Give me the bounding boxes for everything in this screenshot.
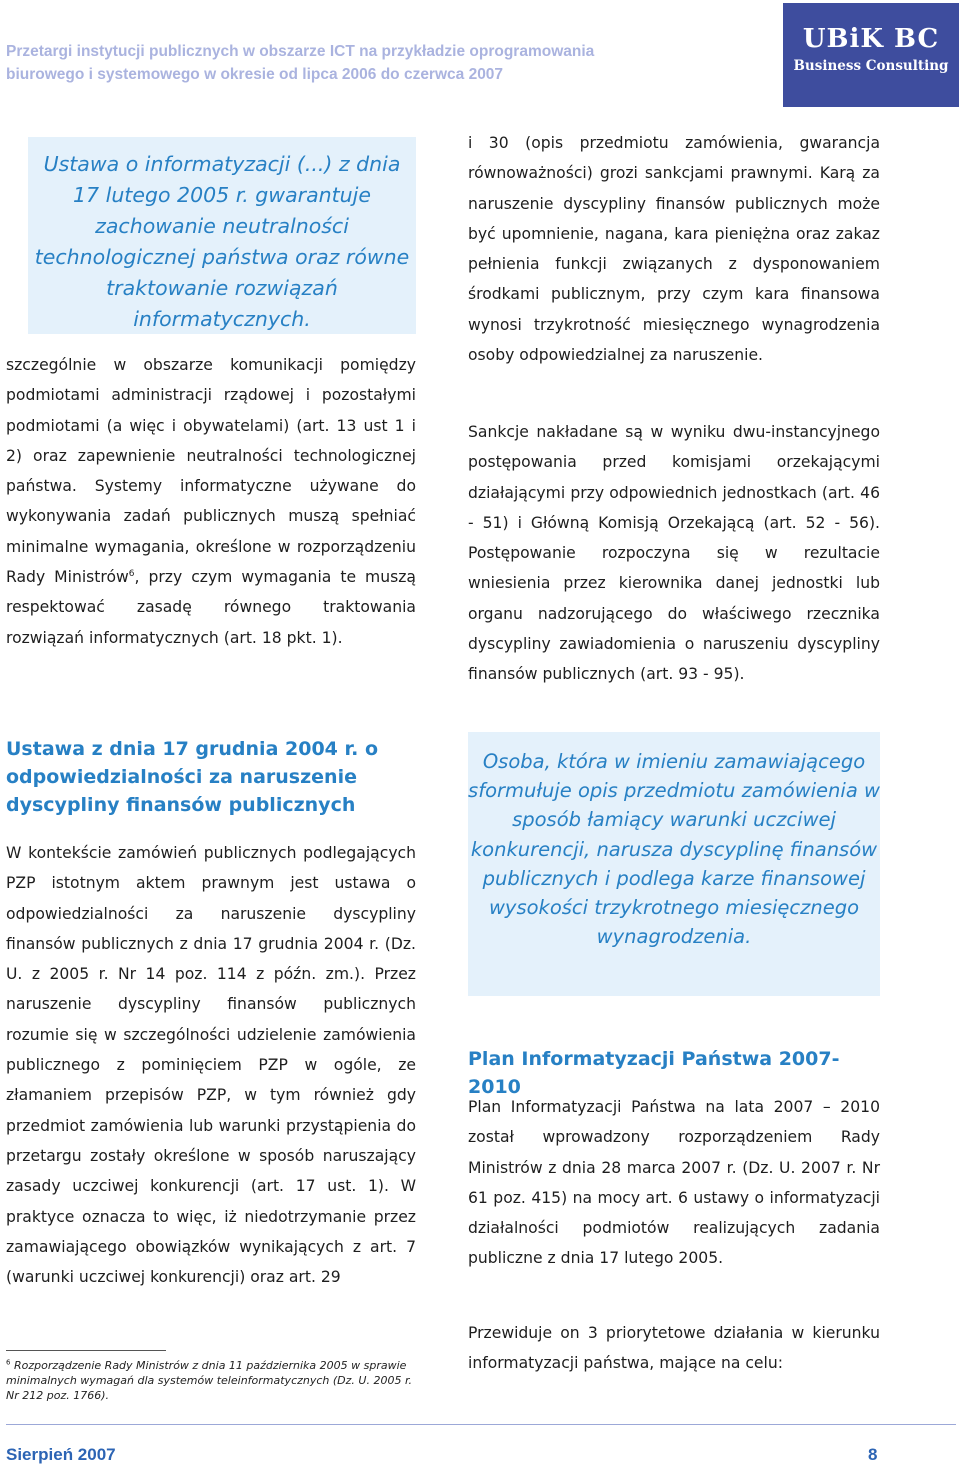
page-number: 8	[868, 1445, 878, 1464]
right-paragraph-procedure: Sankcje nakładane są w wyniku dwu-instancyjnego postępowania przed komisjami orzekającymi działającymi przy odpowiednich jednostkach (art. 46 - 51) i Główną Komisją Orzekającą (art. 52 - 56). Postępowanie rozpoczyna się w rezultacie wniesienia przez kierownika danej jednostki lub organu nadzorującego do właściwego rzecznika dyscypliny zawiadomienia o naruszeniu dyscypliny finansów publicznych (art. 93 - 95).	[468, 423, 880, 684]
document-header-title	[6, 40, 626, 86]
company-logo	[783, 3, 959, 107]
section-heading-plan: Plan Informatyzacji Państwa 2007-2010	[468, 1048, 840, 1098]
logo-name: UBiK BC	[802, 24, 940, 54]
header-title-line-2: biurowego i systemowego w okresie od lipca 2006 do czerwca 2007	[6, 66, 504, 83]
paragraph-text-continued: , przy czym wymagania te muszą respektować zasadę równego traktowania rozwiązań informatycznych (art. 18 pkt. 1).	[6, 568, 416, 647]
right-paragraph-priorities: Przewiduje on 3 priorytetowe działania w kierunku informatyzacji państwa, mające na celu:	[468, 1324, 880, 1373]
header-title-line-1: Przetargi instytucji publicznych w obszarze ICT na przykładzie oprogramowania	[6, 43, 595, 60]
right-paragraph-sanctions: i 30 (opis przedmiotu zamówienia, gwarancja równoważności) grozi sankcjami prawnymi. Karą za naruszenie dyscypliny finansów publicznych może być upomnienie, nagana, kara pieniężna oraz zakaz pełnienia funkcji związanych z dysponowaniem środkami publicznym, przy czym kara finansowa wynosi trzykrotność miesięcznego wynagrodzenia osoby odpowiedzialnej za naruszenie.	[468, 134, 880, 365]
footer-date: Sierpień 2007	[6, 1445, 116, 1464]
callout-text: Osoba, która w imieniu zamawiającego sformułuje opis przedmiotu zamówienia w sposób łamiący warunki uczciwej konkurencji, narusza dyscyplinę finansów publicznych i podlega karze finansowej wysokości trzykrotnego miesięcznego wynagrodzenia.	[468, 750, 880, 949]
section-heading-discipline-act: Ustawa z dnia 17 grudnia 2004 r. o odpowiedzialności za naruszenie dyscypliny finansów publicznych	[6, 738, 379, 816]
callout-box-informatization-act	[28, 137, 416, 334]
logo-subtitle: Business Consulting	[793, 58, 949, 74]
paragraph-text: szczególnie w obszarze komunikacji pomiędzy podmiotami administracji rządowej i pozostałymi podmiotami (a więc i obywatelami) (art. 13 ust 1 i 2) oraz zapewnienie neutralności technologicznej państwa. Systemy informatyczne używane do wykonywania zadań publicznych muszą spełniać minimalne wymagania, określone w rozporządzeniu Rady Ministrów	[6, 356, 416, 587]
right-paragraph-plan: Plan Informatyzacji Państwa na lata 2007 – 2010 został wprowadzony rozporządzeniem Rady Ministrów z dnia 28 marca 2007 r. (Dz. U. 2007 r. Nr 61 poz. 415) na mocy art. 6 ustawy o informatyzacji działalności podmiotów realizujących zadania publiczne z dnia 17 lutego 2005.	[468, 1098, 880, 1268]
footnote-divider	[6, 1350, 166, 1351]
footnote	[6, 1358, 418, 1403]
footnote-text: Rozporządzenie Rady Ministrów z dnia 11 października 2005 w sprawie minimalnych wymagań dla systemów teleinformatycznych (Dz. U. 2005 r. Nr 212 poz. 1766).	[6, 1359, 412, 1402]
left-paragraph-discipline: W kontekście zamówień publicznych podlegających PZP istotnym aktem prawnym jest ustawa o odpowiedzialności za naruszenie dyscypliny finansów publicznych z dnia 17 grudnia 2004 r. (Dz. U. z 2005 r. Nr 14 poz. 114 z późn. zm.). Przez naruszenie dyscypliny finansów publicznych rozumie się w szczególności udzielenie zamówienia publicznego z pominięciem PZP w ogóle, ze złamaniem przepisów PZP, w tym również gdy przedmiot zamówienia lub warunki przystąpienia do przetargu zostały określone w sposób naruszający zasady uczciwej konkurencji (art. 17 ust. 1). W praktyce oznacza to więc, iż niedotrzymanie przez zamawiającego obowiązków wynikających z art. 7 (warunki uczciwej konkurencji) oraz art. 29	[6, 844, 416, 1287]
footer-divider	[6, 1424, 956, 1425]
left-paragraph-neutrality	[6, 350, 416, 653]
callout-text: Ustawa o informatyzacji (...) z dnia 17 lutego 2005 r. gwarantuje zachowanie neutralności technologicznej państwa oraz równe traktowanie rozwiązań informatycznych.	[34, 152, 410, 331]
footnote-reference: 6	[128, 568, 135, 579]
callout-box-penalty	[468, 732, 880, 996]
footnote-number: 6	[6, 1358, 11, 1367]
